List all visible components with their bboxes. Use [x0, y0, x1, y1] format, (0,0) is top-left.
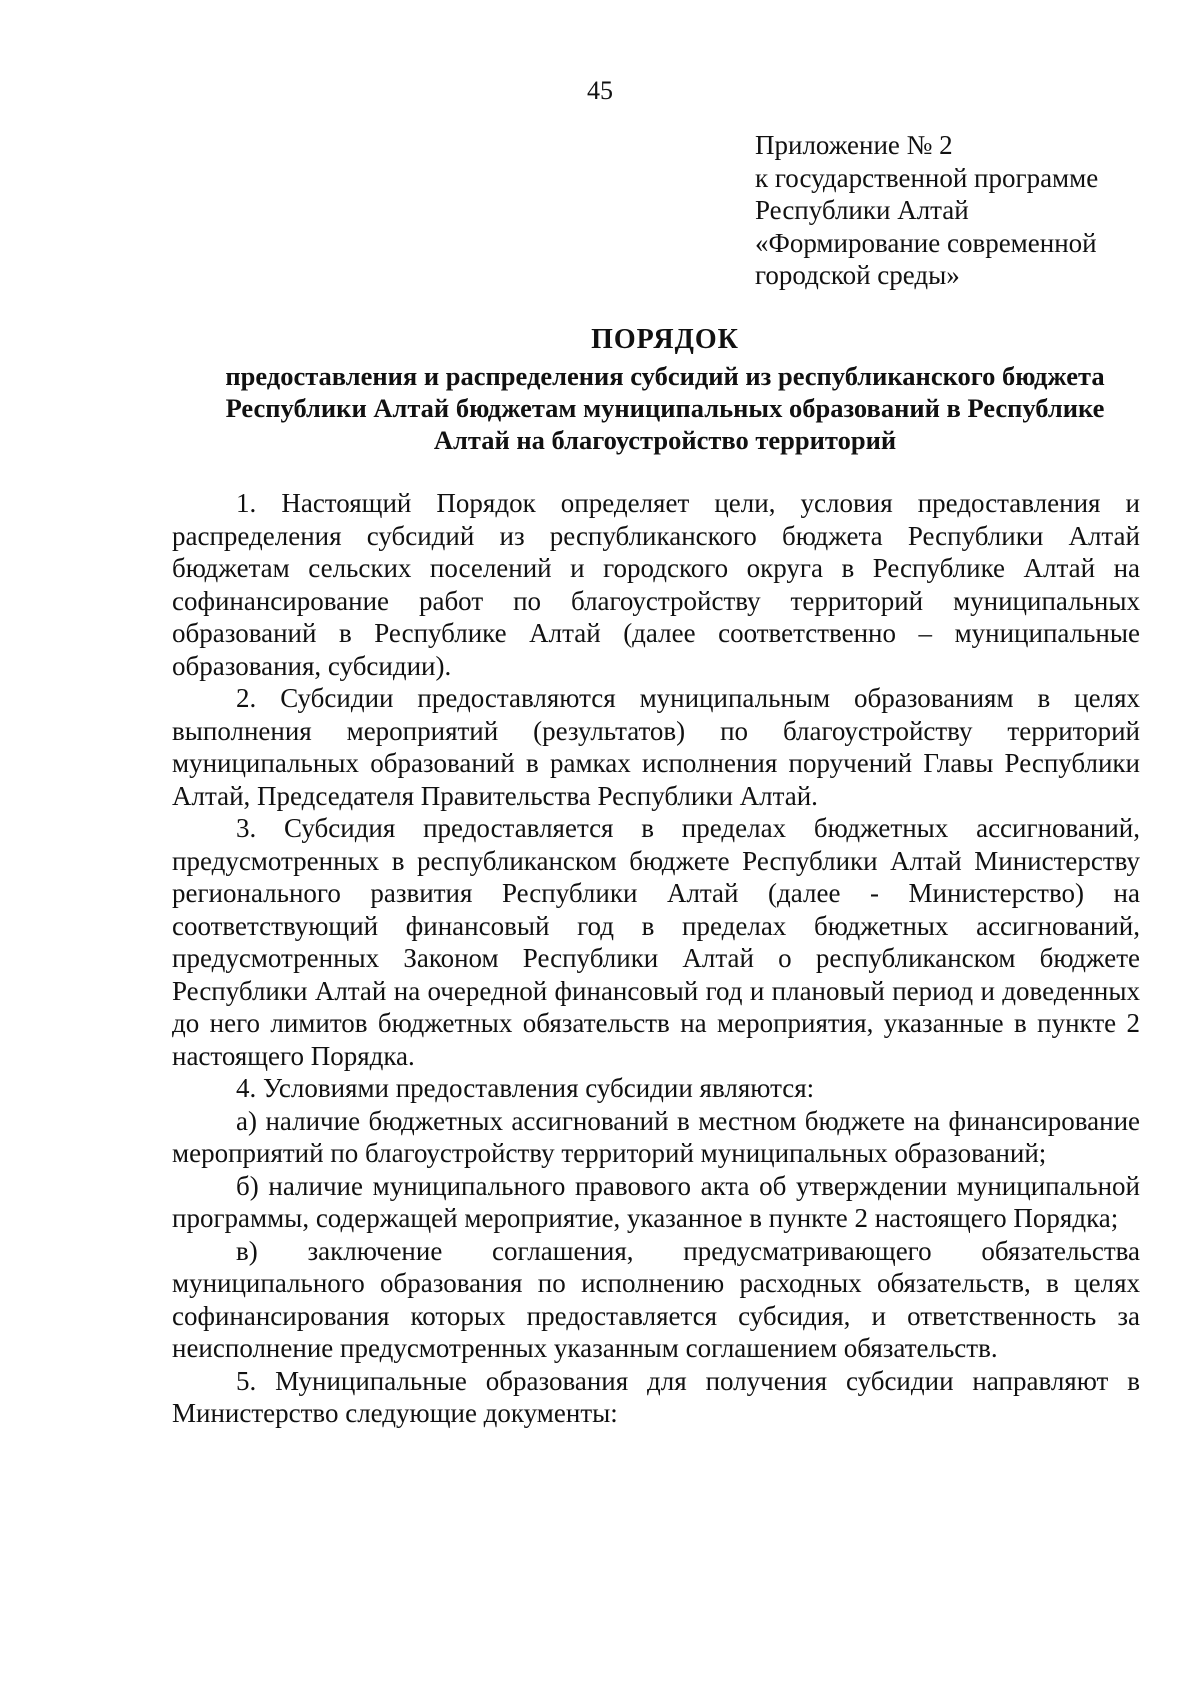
appendix-line: «Формирование современной	[755, 227, 1097, 258]
paragraph-4c: в) заключение соглашения, предусматривающего обязательства муниципального образования по исполнению расходных обязательств, в целях софинансирования которых предоставляется субсидия, и ответственность за неисполнение предусмотренных указанным соглашением обязательств.	[172, 1235, 1140, 1363]
title-subtitle	[150, 360, 1180, 456]
paragraph-4: 4. Условиями предоставления субсидии являются:	[236, 1073, 815, 1103]
appendix-line: Приложение № 2	[755, 130, 953, 160]
paragraph-4b: б) наличие муниципального правового акта об утверждении муниципальной программы, содержащей мероприятие, указанное в пункте 2 настоящего Порядка;	[172, 1170, 1140, 1233]
paragraph-4a: а) наличие бюджетных ассигнований в местном бюджете на финансирование мероприятий по благоустройству территорий муниципальных образований;	[172, 1105, 1140, 1168]
appendix-header	[755, 129, 1175, 292]
title-subtitle-line: Алтай на благоустройство территорий	[433, 425, 897, 455]
document-body	[172, 487, 1140, 1430]
title-subtitle-line: предоставления и распределения субсидий из республиканского бюджета	[225, 361, 1105, 391]
paragraph-5: 5. Муниципальные образования для получения субсидии направляют в Министерство следующие документы:	[172, 1365, 1140, 1428]
page-number: 45	[587, 76, 613, 105]
document-title	[150, 323, 1180, 456]
paragraph-2: 2. Субсидии предоставляются муниципальным образованиям в целях выполнения мероприятий (результатов) по благоустройству территорий муниципальных образований в рамках исполнения поручений Главы Республики Алтай, Председателя Правительства Республики Алтай.	[172, 683, 1140, 811]
appendix-line: к государственной программе	[755, 162, 1099, 193]
appendix-line: городской среды»	[755, 260, 960, 290]
paragraph-3: 3. Субсидия предоставляется в пределах бюджетных ассигнований, предусмотренных в республиканском бюджете Республики Алтай Министерству регионального развития Республики Алтай (далее - Министерство) на соответствующий финансовый год в пределах бюджетных ассигнований, предусмотренных Законом Республики Алтай о республиканском бюджете Республики Алтай на очередной финансовый год и плановый период и доведенных до него лимитов бюджетных обязательств на мероприятия, указанные в пункте 2 настоящего Порядка.	[172, 813, 1140, 1071]
paragraph-1: 1. Настоящий Порядок определяет цели, условия предоставления и распределения субсидий из республиканского бюджета Республики Алтай бюджетам сельских поселений и городского округа в Республике Алтай на софинансирование работ по благоустройству территорий муниципальных образований в Республике Алтай (далее соответственно – муниципальные образования, субсидии).	[172, 488, 1140, 681]
appendix-line: Республики Алтай	[755, 195, 969, 225]
title-subtitle-line: Республики Алтай бюджетам муниципальных образований в Республике	[225, 393, 1105, 423]
title-main: ПОРЯДОК	[591, 324, 739, 355]
